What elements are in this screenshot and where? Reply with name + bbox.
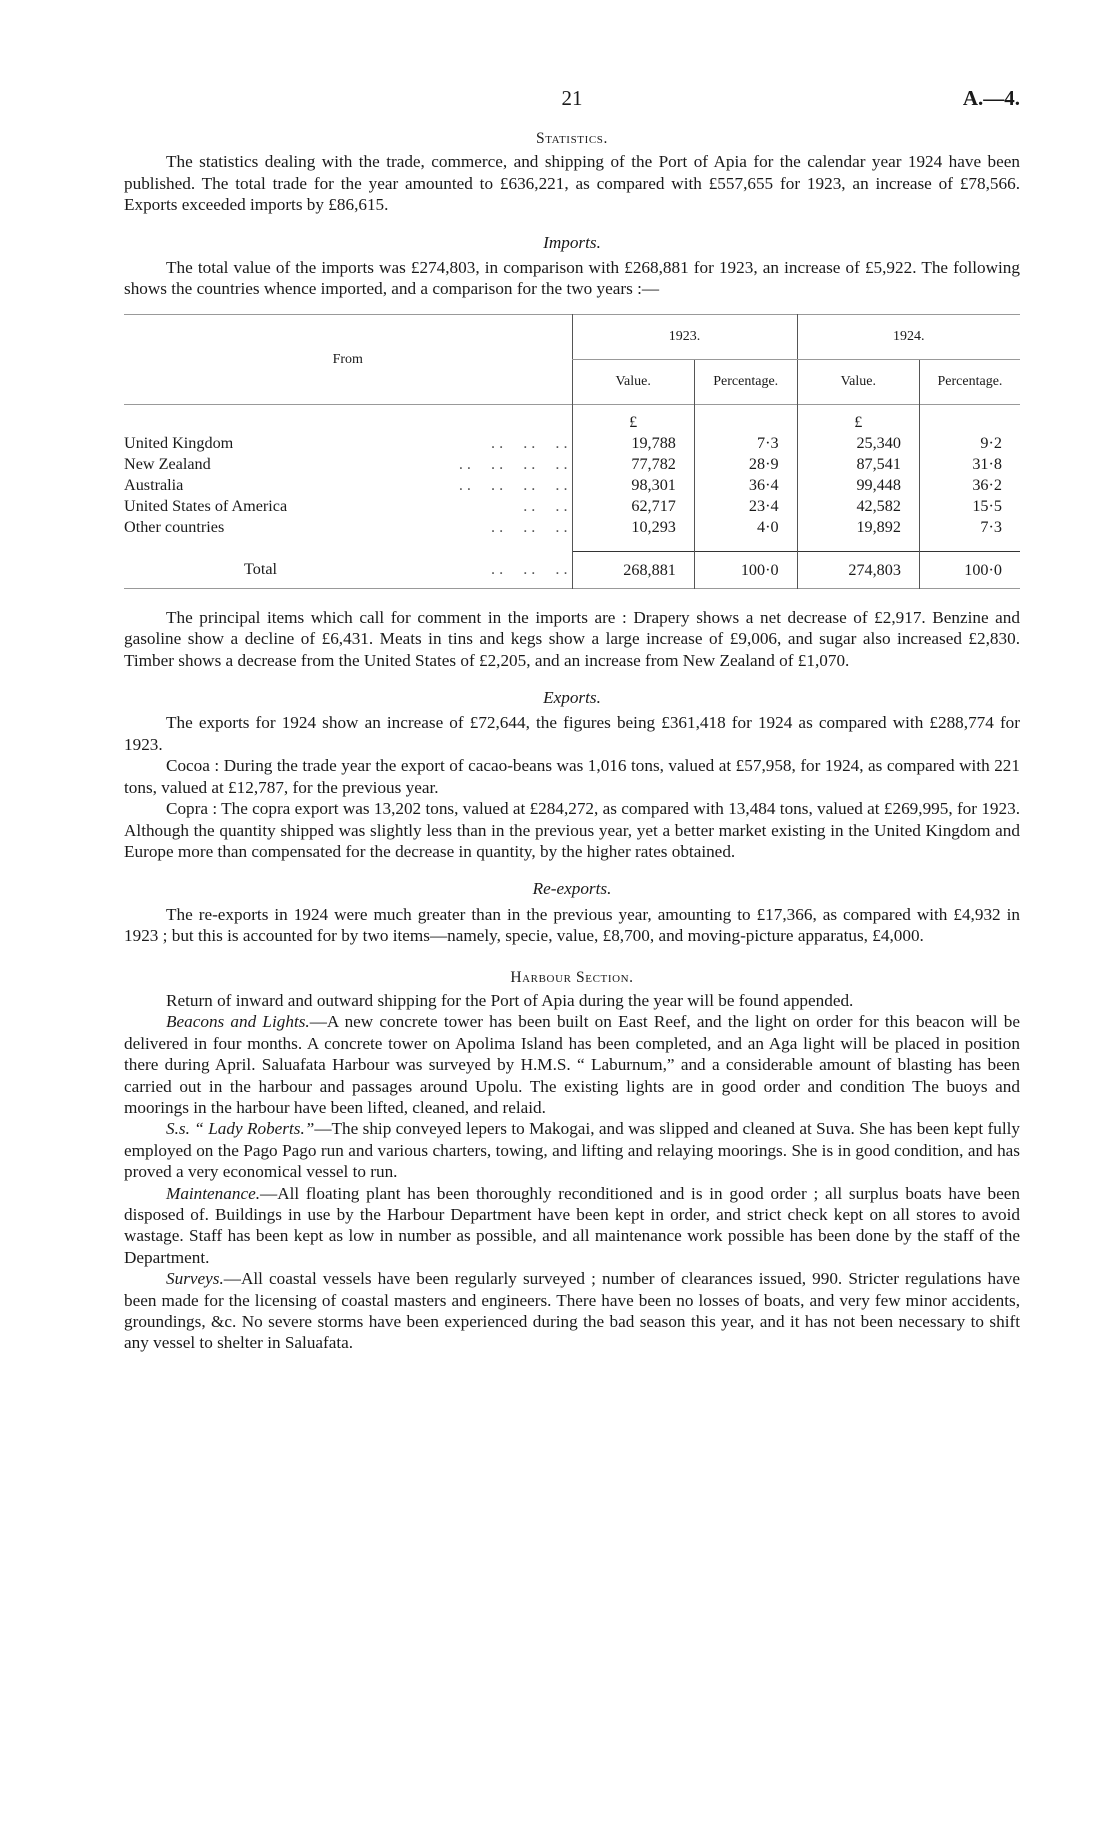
table-row: United Kingdom .. .. .. 19,788 7·3 25,340 9·2	[124, 433, 1020, 454]
total-percentage-1923: 100·0	[694, 552, 797, 589]
value-cell: 25,340	[797, 433, 919, 454]
imports-comment-paragraph: The principal items which call for comment in the imports are : Drapery shows a net decrease of £2,917. Benzine and gasoline show a decline of £6,431. Meats in tins and kegs show a large increase of £9,006, and sugar also increased £2,830. Timber shows a decrease from the United States of £2,205, and an increase from New Zealand of £1,070.	[124, 607, 1020, 670]
beacons-lead: Beacons and Lights.	[166, 1012, 310, 1032]
statistics-heading: Statistics.	[536, 130, 608, 147]
country-name: Other countries	[124, 517, 225, 536]
country-name: United States of America	[124, 496, 288, 515]
percentage-cell: 36·4	[694, 475, 797, 496]
lady-roberts-lead: S.s. “ Lady Roberts.”	[166, 1119, 315, 1139]
harbour-heading: Harbour Section.	[510, 968, 634, 986]
total-value-1923: 268,881	[572, 552, 694, 589]
country-name: New Zealand	[124, 454, 211, 473]
currency-symbol: £	[572, 404, 694, 433]
country-name: Australia	[124, 475, 184, 494]
maintenance-lead: Maintenance.	[166, 1183, 261, 1203]
country-name: United Kingdom	[124, 433, 234, 452]
year-1924-header: 1924.	[797, 314, 1020, 359]
value-cell: 98,301	[572, 475, 694, 496]
total-value-1924: 274,803	[797, 552, 919, 589]
total-row: Total .. .. .. 268,881 100·0 274,803 100·0	[124, 552, 1020, 589]
percentage-cell: 15·5	[919, 496, 1020, 517]
imports-table	[124, 314, 1020, 595]
lady-roberts-text: —The ship conveyed lepers to Makogai, and was slipped and cleaned at Suva. She has been kept fully employed on the Pago Pago run and various charters, towing, and lifting and relaying moorings. She is in good condition, and has proved a very economical vessel to run.	[124, 1119, 1020, 1182]
exports-heading: Exports.	[543, 688, 601, 708]
table-row: United States of America .. .. 62,717 23·4 42,582 15·5	[124, 496, 1020, 517]
table-row: New Zealand .. .. .. .. 77,782 28·9 87,541 31·8	[124, 454, 1020, 475]
from-column-header: From	[332, 351, 363, 367]
reexports-paragraph: The re-exports in 1924 were much greater than in the previous year, amounting to £17,366, as compared with £4,932 in 1923 ; but this is accounted for by two items—namely, specie, value, £8,700, and moving-picture apparatus, £4,000.	[124, 904, 1020, 946]
document-reference: A.—4.	[962, 86, 1020, 110]
value-1924-header: Value.	[797, 359, 919, 404]
total-label: Total	[244, 560, 278, 579]
year-1923-header: 1923.	[572, 314, 797, 359]
total-percentage-1924: 100·0	[919, 552, 1020, 589]
value-cell: 99,448	[797, 475, 919, 496]
percentage-cell: 9·2	[919, 433, 1020, 454]
value-cell: 19,788	[572, 433, 694, 454]
imports-paragraph: The total value of the imports was £274,803, in comparison with £268,881 for 1923, an increase of £5,922. The following shows the countries whence imported, and a comparison for the two years :—	[124, 258, 1020, 299]
copra-paragraph: Copra : The copra export was 13,202 tons, valued at £284,272, as compared with 13,484 tons, valued at £269,995, for 1923. Although the quantity shipped was slightly less than in the previous year, yet a better market existing in the United Kingdom and Europe more than compensated for the decrease in quantity, by the higher rates obtained.	[124, 799, 1020, 861]
table-row: Other countries .. .. .. 10,293 4·0 19,892 7·3	[124, 517, 1020, 552]
statistics-paragraph: The statistics dealing with the trade, commerce, and shipping of the Port of Apia for the calendar year 1924 have been published. The total trade for the year amounted to £636,221, as compared with £557,655 for 1923, an increase of £78,566. Exports exceeded imports by £86,615.	[124, 152, 1020, 215]
surveys-lead: Surveys.	[166, 1269, 224, 1289]
currency-symbol: £	[797, 404, 919, 433]
value-cell: 62,717	[572, 496, 694, 517]
surveys-text: —All coastal vessels have been regularly surveyed ; number of clearances issued, 990. Stricter regulations have been made for the licensing of coastal masters and engineers. There have been no losses of boats, and very few minor accidents, groundings, &c. No severe storms have been experienced during the bad season this year, and it has not been necessary to shift any vessel to shelter in Saluafata.	[124, 1269, 1020, 1353]
page-number: 21	[561, 86, 583, 110]
value-cell: 42,582	[797, 496, 919, 517]
value-1923-header: Value.	[572, 359, 694, 404]
lady-roberts-paragraph	[124, 1118, 1020, 1182]
percentage-cell: 36·2	[919, 475, 1020, 496]
value-cell: 10,293	[572, 517, 694, 552]
value-cell: 19,892	[797, 517, 919, 552]
surveys-paragraph	[124, 1268, 1020, 1354]
harbour-intro-paragraph: Return of inward and outward shipping for the Port of Apia during the year will be found appended.	[166, 990, 854, 1010]
maintenance-text: —All floating plant has been thoroughly reconditioned and is in good order ; all surplus boats have been disposed of. Buildings in use by the Harbour Department have been kept in order, and strict check kept on all stores to avoid wastage. Staff has been kept as low in number as possible, and all maintenance work possible has been done by the staff of the Department.	[124, 1183, 1020, 1267]
imports-heading: Imports.	[543, 232, 601, 252]
maintenance-paragraph	[124, 1183, 1020, 1269]
cocoa-paragraph: Cocoa : During the trade year the export of cacao-beans was 1,016 tons, valued at £57,958, for 1924, as compared with 221 tons, valued at £12,787, for the previous year.	[124, 756, 1020, 797]
value-cell: 77,782	[572, 454, 694, 475]
value-cell: 87,541	[797, 454, 919, 475]
percentage-1923-header: Percentage.	[694, 359, 797, 404]
percentage-cell: 7·3	[694, 433, 797, 454]
exports-paragraph: The exports for 1924 show an increase of £72,644, the figures being £361,418 for 1924 as compared with £288,774 for 1923.	[124, 713, 1020, 754]
percentage-cell: 7·3	[919, 517, 1020, 552]
percentage-cell: 28·9	[694, 454, 797, 475]
page-header	[124, 88, 1020, 116]
table-row: Australia .. .. .. .. 98,301 36·4 99,448 36·2	[124, 475, 1020, 496]
percentage-cell: 4·0	[694, 517, 797, 552]
percentage-cell: 31·8	[919, 454, 1020, 475]
percentage-1924-header: Percentage.	[919, 359, 1020, 404]
percentage-cell: 23·4	[694, 496, 797, 517]
beacons-text: —A new concrete tower has been built on East Reef, and the light on order for this beacon will be delivered in four months. A concrete tower on Apolima Island has been completed, and an Aga light will be placed in position there during April. Saluafata Harbour was surveyed by H.M.S. “ Laburnum,” and a considerable amount of blasting has been carried out in the harbour and passages around Upolu. The existing lights are in good order and condition The buoys and moorings in the harbour have been lifted, cleaned, and relaid.	[124, 1012, 1020, 1117]
beacons-paragraph	[124, 1011, 1020, 1118]
reexports-heading: Re-exports.	[532, 879, 612, 899]
document-page	[124, 88, 1020, 1354]
